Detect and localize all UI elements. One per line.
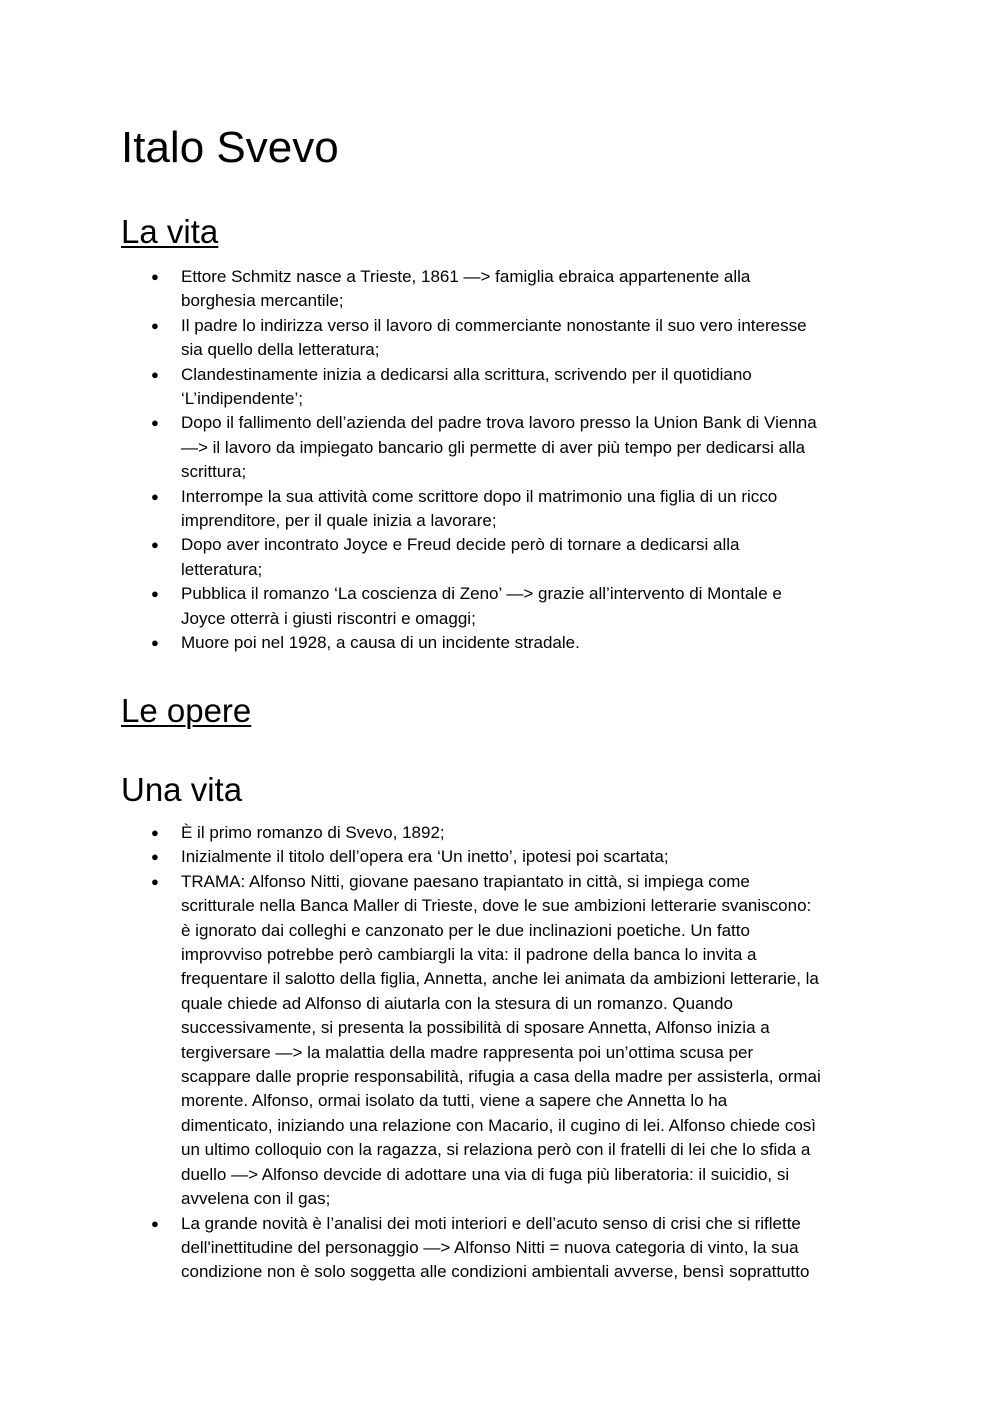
la-vita-bullet-list (151, 265, 881, 656)
list-item (151, 533, 881, 582)
list-item-text-line: condizione non è solo soggetta alle condizioni ambientali avverse, bensì soprattutto (181, 1262, 810, 1282)
list-item-text-line: imprenditore, per il quale inizia a lavorare; (181, 511, 497, 531)
list-item-text-line: Clandestinamente inizia a dedicarsi alla scrittura, scrivendo per il quotidiano (181, 364, 752, 384)
bullet-icon: ● (151, 415, 159, 431)
bullet-icon: ● (151, 537, 159, 553)
subsection-heading-una-vita: Una vita (121, 771, 243, 808)
list-item (151, 485, 881, 534)
list-item (151, 821, 881, 845)
bullet-icon: ● (151, 635, 159, 651)
list-item-text-line: dimenticato, iniziando una relazione con Macario, il cugino di lei. Alfonso chiede così (181, 1115, 817, 1135)
list-item-text-line: frequentare il salotto della figlia, Annetta, anche lei animata da ambizioni letterarie, la (181, 969, 819, 989)
list-item-text-line: scrittura; (181, 462, 247, 482)
bullet-icon: ● (151, 366, 159, 382)
list-item (151, 845, 881, 869)
list-item (151, 1212, 881, 1285)
bullet-icon: ● (151, 488, 159, 504)
bullet-icon: ● (151, 1215, 159, 1231)
list-item-text-line: morente. Alfonso, ormai isolato da tutti, viene a sapere che Annetta lo ha (181, 1091, 728, 1111)
list-item-text-line: —> il lavoro da impiegato bancario gli permette di aver più tempo per dedicarsi alla (181, 437, 806, 457)
section-heading-la-vita: La vita (121, 213, 219, 250)
list-item-text-line: Pubblica il romanzo ‘La coscienza di Zeno’ —> grazie all’intervento di Montale e (181, 584, 782, 604)
list-item-text-line: successivamente, si presenta la possibilità di sposare Annetta, Alfonso inizia a (181, 1018, 770, 1038)
bullet-icon: ● (151, 825, 159, 840)
list-item-text-line: Il padre lo indirizza verso il lavoro di commerciante nonostante il suo vero interesse (181, 315, 807, 335)
list-item (151, 582, 881, 631)
list-item-text-line: sia quello della letteratura; (181, 340, 380, 360)
list-item (151, 631, 881, 655)
list-item (151, 314, 881, 363)
list-item-text-line: Dopo il fallimento dell’azienda del padre trova lavoro presso la Union Bank di Vienna (181, 413, 817, 433)
list-item-text-line: scappare dalle proprie responsabilità, rifugia a casa della madre per assisterla, ormai (181, 1067, 821, 1087)
list-item-text-line: quale chiede ad Alfonso di aiutarla con la stesura di un romanzo. Quando (181, 993, 733, 1013)
bullet-icon: ● (151, 849, 159, 865)
list-item-text-line: Interrompe la sua attività come scrittore dopo il matrimonio una figlia di un ricco (181, 486, 778, 506)
list-item-text-line: avvelena con il gas; (181, 1189, 331, 1209)
list-item-text-line: letteratura; (181, 559, 263, 579)
list-item (151, 870, 881, 1212)
list-item-text-line: TRAMA: Alfonso Nitti, giovane paesano trapiantato in città, si impiega come (181, 871, 750, 891)
una-vita-bullet-list (151, 821, 881, 1285)
list-item-text-line: La grande novità è l’analisi dei moti interiori e dell’acuto senso di crisi che si riflette (181, 1213, 801, 1233)
list-item (151, 265, 881, 314)
list-item-text-line: è ignorato dai colleghi e canzonato per le due inclinazioni poetiche. Un fatto (181, 920, 750, 940)
list-item (151, 411, 881, 484)
list-item-text-line: scritturale nella Banca Maller di Trieste, dove le sue ambizioni letterarie svaniscono: (181, 896, 812, 916)
list-item-text-line: tergiversare —> la malattia della madre rappresenta poi un’ottima scusa per (181, 1042, 754, 1062)
list-item-text-line: È il primo romanzo di Svevo, 1892; (181, 823, 445, 842)
list-item-text-line: duello —> Alfonso devcide di adottare una via di fuga più liberatoria: il suicidio, si (181, 1164, 790, 1184)
list-item-text-line: borghesia mercantile; (181, 291, 344, 311)
list-item-text-line: Ettore Schmitz nasce a Trieste, 1861 —> famiglia ebraica appartenente alla (181, 267, 751, 286)
list-item-text-line: Dopo aver incontrato Joyce e Freud decide però di tornare a dedicarsi alla (181, 535, 740, 555)
bullet-icon: ● (151, 873, 159, 889)
document-title: Italo Svevo (121, 123, 339, 172)
bullet-icon: ● (151, 317, 159, 333)
list-item-text-line: ‘L’indipendente’; (181, 389, 303, 409)
list-item-text-line: improvviso potrebbe però cambiargli la vita: il padrone della banca lo invita a (181, 945, 757, 965)
list-item (151, 363, 881, 412)
bullet-icon: ● (151, 586, 159, 602)
section-heading-le-opere: Le opere (121, 692, 252, 729)
list-item-text-line: dell'inettitudine del personaggio —> Alfonso Nitti = nuova categoria di vinto, la sua (181, 1237, 799, 1257)
list-item-text-line: Joyce otterrà i giusti riscontri e omaggi; (181, 608, 476, 628)
list-item-text-line: un ultimo colloquio con la ragazza, si relaziona però con il fratelli di lei che lo sfida a (181, 1140, 811, 1160)
list-item-text-line: Muore poi nel 1928, a causa di un incidente stradale. (181, 633, 580, 653)
list-item-text-line: Inizialmente il titolo dell’opera era ‘Un inetto’, ipotesi poi scartata; (181, 847, 669, 867)
bullet-icon: ● (151, 269, 159, 284)
